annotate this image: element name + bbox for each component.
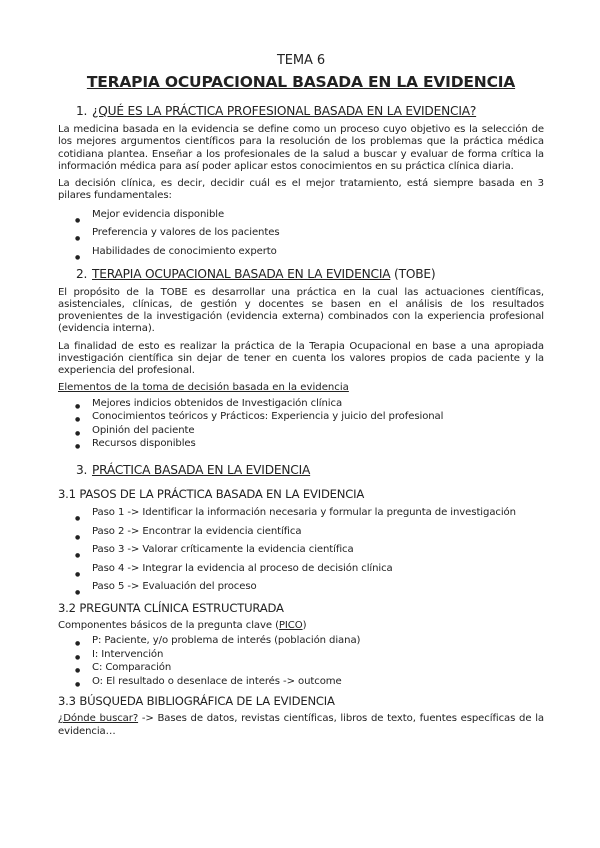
section-3-title: PRÁCTICA BASADA EN LA EVIDENCIA xyxy=(92,462,311,477)
list-item: ● Preferencia y valores de los pacientes xyxy=(58,224,544,243)
section-2-title-suffix: (TOBE) xyxy=(390,266,436,281)
list-item: ● Mejor evidencia disponible xyxy=(58,206,544,225)
pico-key: C xyxy=(92,662,99,674)
pico-text: : Intervención xyxy=(94,648,164,660)
list-item: ● Paso 2 -> Encontrar la evidencia científica xyxy=(58,523,544,542)
section-3-heading xyxy=(58,462,544,478)
pico-term: PICO xyxy=(278,619,303,631)
pico-text: : El resultado o desenlace de interés -> outcome xyxy=(99,675,342,687)
elements-title: Elementos de la toma de decisión basada en la evidencia xyxy=(58,381,349,393)
section-3-number: 3. xyxy=(76,462,88,477)
section-1-heading xyxy=(58,103,544,119)
list-item xyxy=(58,648,544,662)
tema-label: TEMA 6 xyxy=(276,53,326,68)
section-2-list xyxy=(58,397,544,451)
pico-list xyxy=(58,634,544,688)
section-1-number: 1. xyxy=(76,104,88,118)
pico-key: O xyxy=(92,675,100,687)
section-2-paragraph-2: La finalidad de esto es realizar la práctica de la Terapia Ocupacional en base a una apropiada investigación científica sin dejar de tener en cuenta los valores propios de cada paciente y la experiencia del profesional. xyxy=(58,340,544,377)
list-item: ● Paso 1 -> Identificar la información necesaria y formular la pregunta de investigación xyxy=(58,504,544,523)
list-item: ● Conocimientos teóricos y Prácticos: Experiencia y juicio del profesional xyxy=(58,410,544,424)
pico-text: : Comparación xyxy=(98,662,172,674)
pico-intro-end: ) xyxy=(302,619,307,631)
where-to-search xyxy=(58,713,544,738)
where-to-search-text: -> Bases de datos, revistas científicas, libros de texto, fuentes específicas de la evidencia… xyxy=(58,713,544,737)
section-2-heading xyxy=(58,266,544,282)
pico-text: : Paciente, y/o problema de interés (población diana) xyxy=(98,635,361,647)
list-item xyxy=(58,634,544,648)
pico-intro-text: Componentes básicos de la pregunta clave ( xyxy=(58,619,279,631)
page-title: TERAPIA OCUPACIONAL BASADA EN LA EVIDENCIA xyxy=(86,73,516,91)
subsection-3-2-title: 3.2 PREGUNTA CLÍNICA ESTRUCTURADA xyxy=(58,600,284,615)
list-item: ● Paso 3 -> Valorar críticamente la evidencia científica xyxy=(58,541,544,560)
list-item: ● Mejores indicios obtenidos de Investigación clínica xyxy=(58,397,544,411)
pico-intro xyxy=(58,620,544,632)
steps-list xyxy=(58,504,544,597)
section-1-list xyxy=(58,206,544,262)
document-page xyxy=(58,52,544,738)
section-1-paragraph-2: La decisión clínica, es decir, decidir cuál es el mejor tratamiento, está siempre basada en 3 pilares fundamentales: xyxy=(58,178,544,202)
section-1-paragraph-1: La medicina basada en la evidencia se define como un proceso cuyo objetivo es la selección de los mejores argumentos científicos para la resolución de los problemas que la práctica médica cotidiana plantea. Enseñar a los profesionales de la salud a buscar y evaluar de forma crítica la información médica para así poder aplicar estos conocimientos en su práctica clínica diaria. xyxy=(58,124,544,172)
list-item: ● Paso 4 -> Integrar la evidencia al proceso de decisión clínica xyxy=(58,560,544,579)
list-item: ● Recursos disponibles xyxy=(58,437,544,451)
list-item xyxy=(58,675,544,689)
pico-key: P xyxy=(92,635,98,647)
section-2-paragraph-1: El propósito de la TOBE es desarrollar una práctica en la cual las actuaciones científicas, asistenciales, clínicas, de gestión y docentes se basen en el análisis de los resultados provenientes de la investigación (evidencia externa) combinados con la experiencia profesional (evidencia interna). xyxy=(58,286,544,335)
pico-key: I xyxy=(92,648,95,660)
list-item: ● Paso 5 -> Evaluación del proceso xyxy=(58,578,544,597)
list-item: ● Habilidades de conocimiento experto xyxy=(58,243,544,262)
list-item xyxy=(58,661,544,675)
section-2-title: TERAPIA OCUPACIONAL BASADA EN LA EVIDENCIA xyxy=(92,266,391,281)
section-2-number: 2. xyxy=(76,266,88,281)
where-to-search-question: ¿Dónde buscar? xyxy=(58,713,139,725)
subsection-3-1-title: 3.1 PASOS DE LA PRÁCTICA BASADA EN LA EVIDENCIA xyxy=(58,486,365,501)
subsection-3-3-title: 3.3 BÚSQUEDA BIBLIOGRÁFICA DE LA EVIDENCIA xyxy=(58,694,335,709)
section-1-title: ¿QUÉ ES LA PRÁCTICA PROFESIONAL BASADA EN LA EVIDENCIA? xyxy=(92,104,477,118)
list-item: ● Opinión del paciente xyxy=(58,424,544,438)
